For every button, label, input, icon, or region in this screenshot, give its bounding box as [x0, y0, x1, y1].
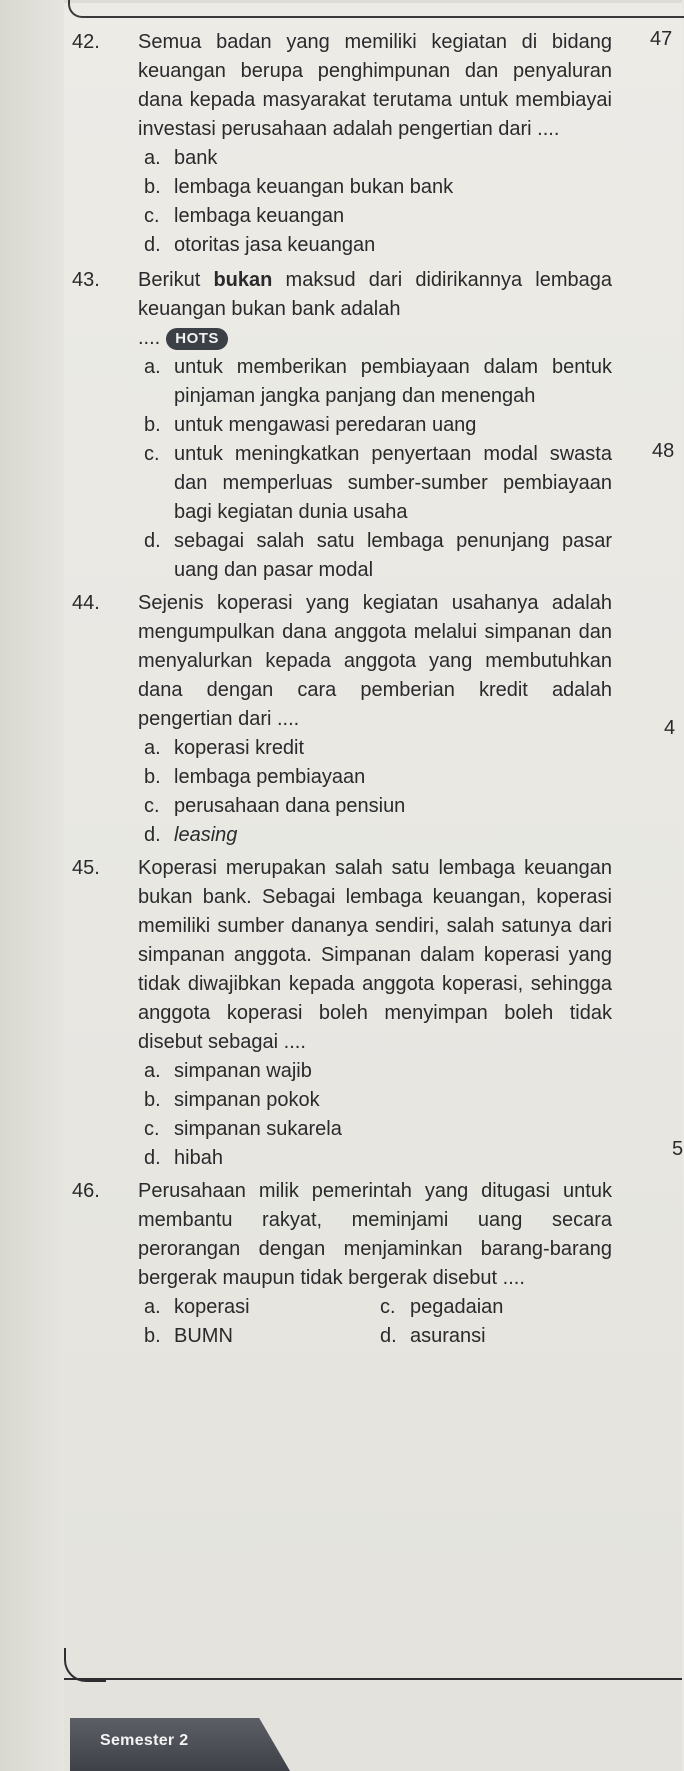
question-number: 45. [72, 857, 100, 879]
option-b[interactable]: b. BUMN [144, 1325, 233, 1347]
question-number: 44. [72, 592, 100, 614]
option-grid [144, 1293, 612, 1351]
margin-number: 48 [652, 440, 675, 462]
hots-row: .... HOTS [138, 324, 612, 353]
question-text: Perusahaan milik pemerintah yang ditugasi untuk membantu rakyat, meminjami uang secara perorangan dengan menjaminkan barang-barang bergerak maupun tidak bergerak disebut .... [138, 1180, 612, 1289]
question-text: Koperasi merupakan salah satu lembaga keuangan bukan bank. Sebagai lembaga keuangan, koperasi memiliki sumber dananya sendiri, salah satunya dari simpanan anggota. Simpanan dalam koperasi yang tidak diwajibkan kepada anggota koperasi, sehingga anggota koperasi boleh menyimpan boleh tidak disebut sebagai .... [138, 857, 612, 1053]
question-text: Semua badan yang memiliki kegiatan di bidang keuangan berupa penghimpunan dan penyaluran dana kepada masyarakat terutama untuk membiayai investasi perusahaan adalah pengertian dari .... [138, 31, 612, 140]
margin-number: 5 [672, 1138, 684, 1160]
question-45 [72, 854, 612, 1173]
question-number: 42. [72, 31, 100, 53]
question-list [72, 28, 612, 1355]
footer-divider [64, 1678, 682, 1680]
option-list [144, 353, 612, 585]
option-d[interactable]: d. hibah [144, 1147, 223, 1169]
option-a[interactable]: a. koperasi [144, 1296, 250, 1318]
option-a[interactable]: a. koperasi kredit [144, 737, 305, 759]
hots-badge: HOTS [166, 328, 228, 350]
option-list [144, 734, 612, 850]
option-c[interactable]: c. untuk meningkatkan penyertaan modal swasta dan memperluas sumber-sumber pembiayaan bagi kegiatan dunia usaha [144, 443, 612, 523]
page-frame-border [68, 0, 684, 18]
emphasis-text: bukan [213, 269, 273, 291]
option-c[interactable]: c. lembaga keuangan [144, 205, 345, 227]
option-a[interactable]: a. untuk memberikan pembiayaan dalam bentuk pinjaman jangka panjang dan menengah [144, 356, 612, 407]
option-c[interactable]: c. pegadaian [380, 1296, 504, 1318]
option-list [144, 144, 612, 260]
margin-number: 47 [650, 28, 673, 50]
option-list [144, 1057, 612, 1173]
page-gutter [0, 0, 64, 1771]
semester-label: Semester 2 [100, 1732, 189, 1749]
option-b[interactable]: b. simpanan pokok [144, 1089, 320, 1111]
margin-number: 4 [664, 717, 676, 739]
question-42 [72, 28, 612, 260]
footer-divider-curve [64, 1648, 106, 1682]
option-b[interactable]: b. lembaga keuangan bukan bank [144, 176, 454, 198]
option-d[interactable]: d. otoritas jasa keuangan [144, 234, 376, 256]
question-text: Berikut bukan maksud dari didirikannya lembaga keuangan bukan bank adalah [138, 269, 612, 320]
option-d[interactable]: d. asuransi [380, 1325, 486, 1347]
option-c[interactable]: c. simpanan sukarela [144, 1118, 342, 1140]
option-d[interactable]: d. sebagai salah satu lembaga penunjang pasar uang dan pasar modal [144, 530, 612, 581]
option-d[interactable]: d. leasing [144, 824, 238, 846]
question-44 [72, 589, 612, 850]
question-number: 43. [72, 269, 100, 291]
option-b[interactable]: b. lembaga pembiayaan [144, 766, 366, 788]
question-number: 46. [72, 1180, 100, 1202]
question-46 [72, 1177, 612, 1351]
option-c[interactable]: c. perusahaan dana pensiun [144, 795, 406, 817]
question-text: Sejenis koperasi yang kegiatan usahanya adalah mengumpulkan dana anggota melalui simpanan dan menyalurkan kepada anggota yang membutuhkan dana dengan cara pemberian kredit adalah pengertian dari .... [138, 592, 612, 730]
question-43 [72, 266, 612, 585]
option-b[interactable]: b. untuk mengawasi peredaran uang [144, 414, 477, 436]
option-a[interactable]: a. bank [144, 147, 218, 169]
option-a[interactable]: a. simpanan wajib [144, 1060, 312, 1082]
